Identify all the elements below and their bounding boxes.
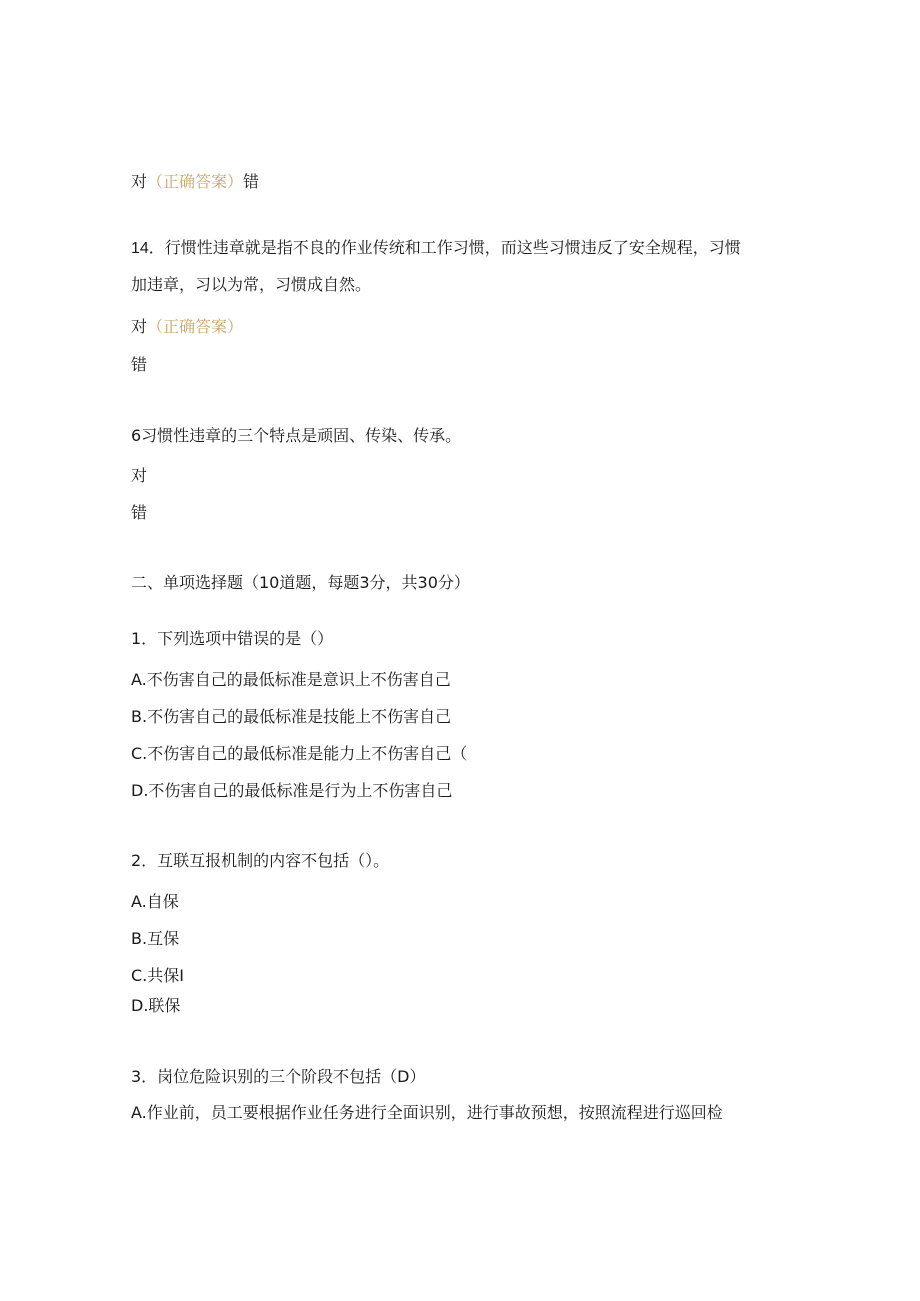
q14-option-true-row[interactable] xyxy=(131,317,243,337)
mc2-option-d[interactable]: D.联保 xyxy=(131,996,181,1015)
q6-stem: 6习惯性违章的三个特点是顽固、传染、传承。 xyxy=(131,426,462,445)
q14-text-line1: ．行惯性违章就是指不良的作业传统和工作习惯，而这些习惯违反了安全规程，习惯 xyxy=(148,238,741,257)
q13-option-false[interactable]: 错 xyxy=(243,172,260,191)
mc1-option-c[interactable]: C.不伤害自己的最低标准是能力上不伤害自己（ xyxy=(131,744,468,763)
q14-stem-line2: 加违章，习以为常，习惯成自然。 xyxy=(131,275,372,294)
mc1-option-a[interactable]: A.不伤害自己的最低标准是意识上不伤害自己 xyxy=(131,670,451,689)
mc3-stem: 3．岗位危险识别的三个阶段不包括（D） xyxy=(131,1067,426,1086)
mc2-option-a[interactable]: A.自保 xyxy=(131,892,179,911)
q13-answer-row xyxy=(131,172,259,192)
q14-number: 14 xyxy=(131,240,149,257)
q14-stem-line1 xyxy=(131,238,741,259)
correct-answer-mark: （正确答案） xyxy=(147,172,244,191)
mc3-option-a[interactable]: A.作业前，员工要根据作业任务进行全面识别，进行事故预想，按照流程进行巡回检 xyxy=(131,1103,723,1122)
q14-option-true[interactable]: 对 xyxy=(131,317,148,336)
q14-option-false[interactable]: 错 xyxy=(131,355,148,374)
mc2-option-b[interactable]: B.互保 xyxy=(131,929,180,948)
mc2-option-c[interactable]: C.共保I xyxy=(131,966,184,985)
mc1-option-b[interactable]: B.不伤害自己的最低标准是技能上不伤害自己 xyxy=(131,707,452,726)
q13-option-true[interactable]: 对 xyxy=(131,172,148,191)
mc1-stem: 1．下列选项中错误的是（） xyxy=(131,629,334,648)
mc2-stem: 2．互联互报机制的内容不包括（）。 xyxy=(131,851,390,870)
q6-option-true[interactable]: 对 xyxy=(131,466,148,485)
q6-option-false[interactable]: 错 xyxy=(131,503,148,522)
section-heading: 二、单项选择题（10道题，每题3分，共30分） xyxy=(131,573,470,592)
correct-answer-mark: （正确答案） xyxy=(147,317,244,336)
mc1-option-d[interactable]: D.不伤害自己的最低标准是行为上不伤害自己 xyxy=(131,781,453,800)
